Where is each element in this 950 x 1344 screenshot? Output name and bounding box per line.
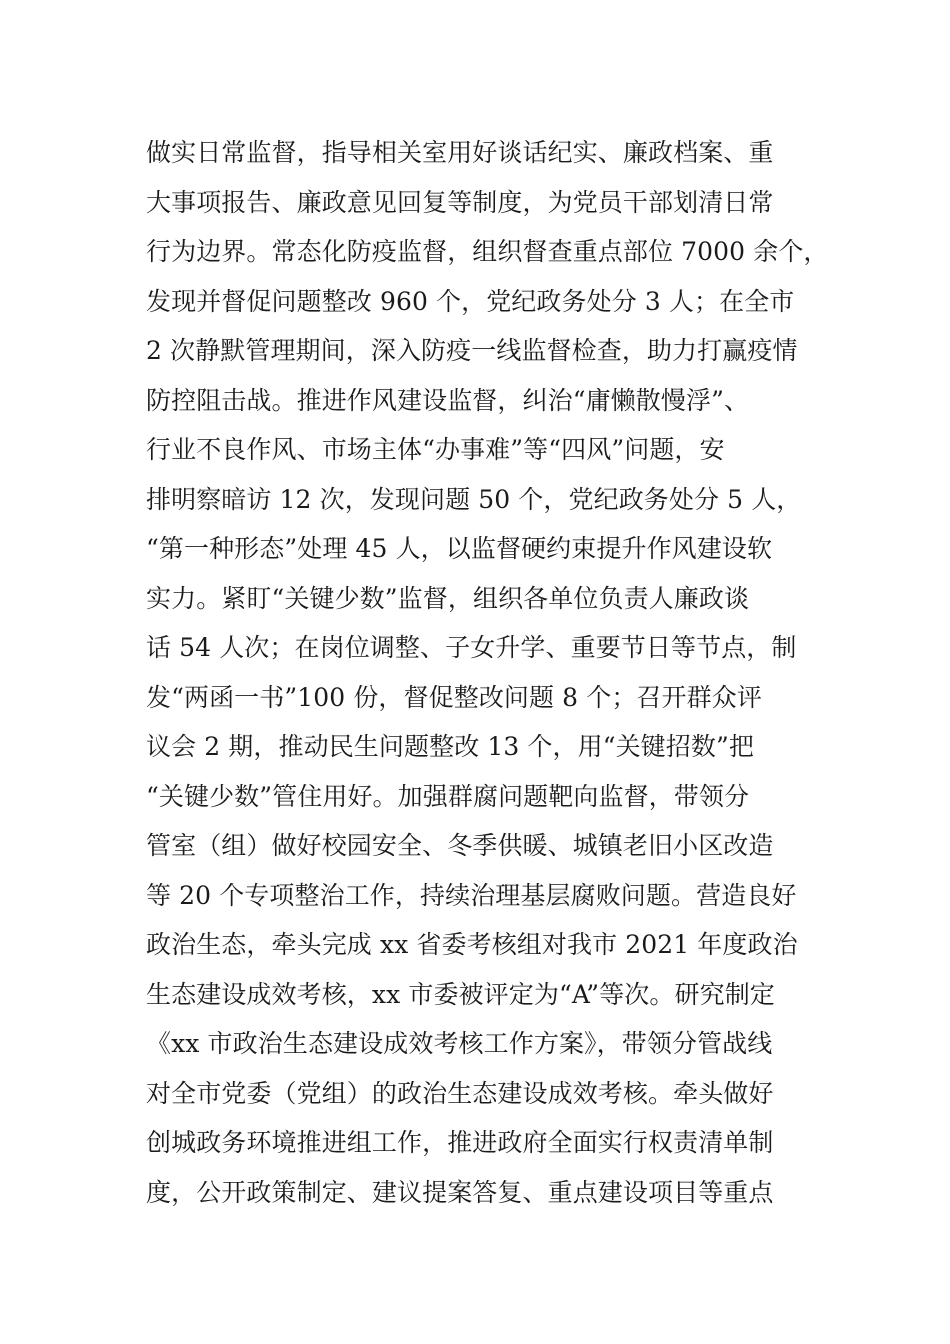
text-line-20: 对全市党委（党组）的政治生态建设成效考核。牵头做好	[146, 1078, 774, 1108]
text-line-12: 发“两函一书”100 份，督促整改问题 8 个；召开群众评	[146, 682, 762, 712]
text-line-4: 发现并督促问题整改 960 个，党纪政务处分 3 人；在全市	[146, 286, 795, 316]
text-line-11: 话 54 人次；在岗位调整、子女升学、重要节日等节点，制	[146, 633, 797, 662]
text-line-17: 政治生态，牵头完成 xx 省委考核组对我市 2021 年度政治	[146, 930, 798, 959]
text-line-19: 《xx 市政治生态建设成效考核工作方案》，带领分管战线	[146, 1029, 773, 1058]
text-line-22: 度，公开政策制定、建议提案答复、重点建设项目等重点	[146, 1177, 774, 1207]
body-paragraph	[146, 128, 836, 1217]
text-line-7: 行业不良作风、市场主体“办事难”等“四风”问题，安	[146, 435, 725, 464]
text-line-13: 议会 2 期，推动民生问题整改 13 个，用“关键招数”把	[146, 732, 754, 761]
text-line-14: “关键少数”管住用好。加强群腐问题靶向监督，带领分	[146, 781, 750, 811]
text-line-21: 创城政务环境推进组工作，推进政府全面实行权责清单制	[146, 1128, 774, 1157]
text-line-10: 实力。紧盯“关键少数”监督，组织各单位负责人廉政谈	[146, 583, 750, 613]
text-line-5: 2 次静默管理期间，深入防疫一线监督检查，助力打赢疫情	[146, 336, 798, 365]
text-line-2: 大事项报告、廉政意见回复等制度，为党员干部划清日常	[146, 187, 774, 217]
text-line-18: 生态建设成效考核，xx 市委被评定为“A”等次。研究制定	[146, 979, 775, 1009]
text-line-1: 做实日常监督，指导相关室用好谈话纪实、廉政档案、重	[146, 138, 774, 167]
text-line-6: 防控阻击战。推进作风建设监督，纠治“庸懒散慢浮”、	[146, 385, 750, 415]
text-line-3: 行为边界。常态化防疫监督，组织督查重点部位 7000 余个，	[146, 237, 829, 266]
text-line-15: 管室（组）做好校园安全、冬季供暖、城镇老旧小区改造	[146, 831, 774, 860]
text-line-8: 排明察暗访 12 次，发现问题 50 个，党纪政务处分 5 人，	[146, 484, 802, 514]
text-line-9: “第一种形态”处理 45 人，以监督硬约束提升作风建设软	[146, 534, 773, 563]
text-line-16: 等 20 个专项整治工作，持续治理基层腐败问题。营造良好	[146, 880, 797, 910]
